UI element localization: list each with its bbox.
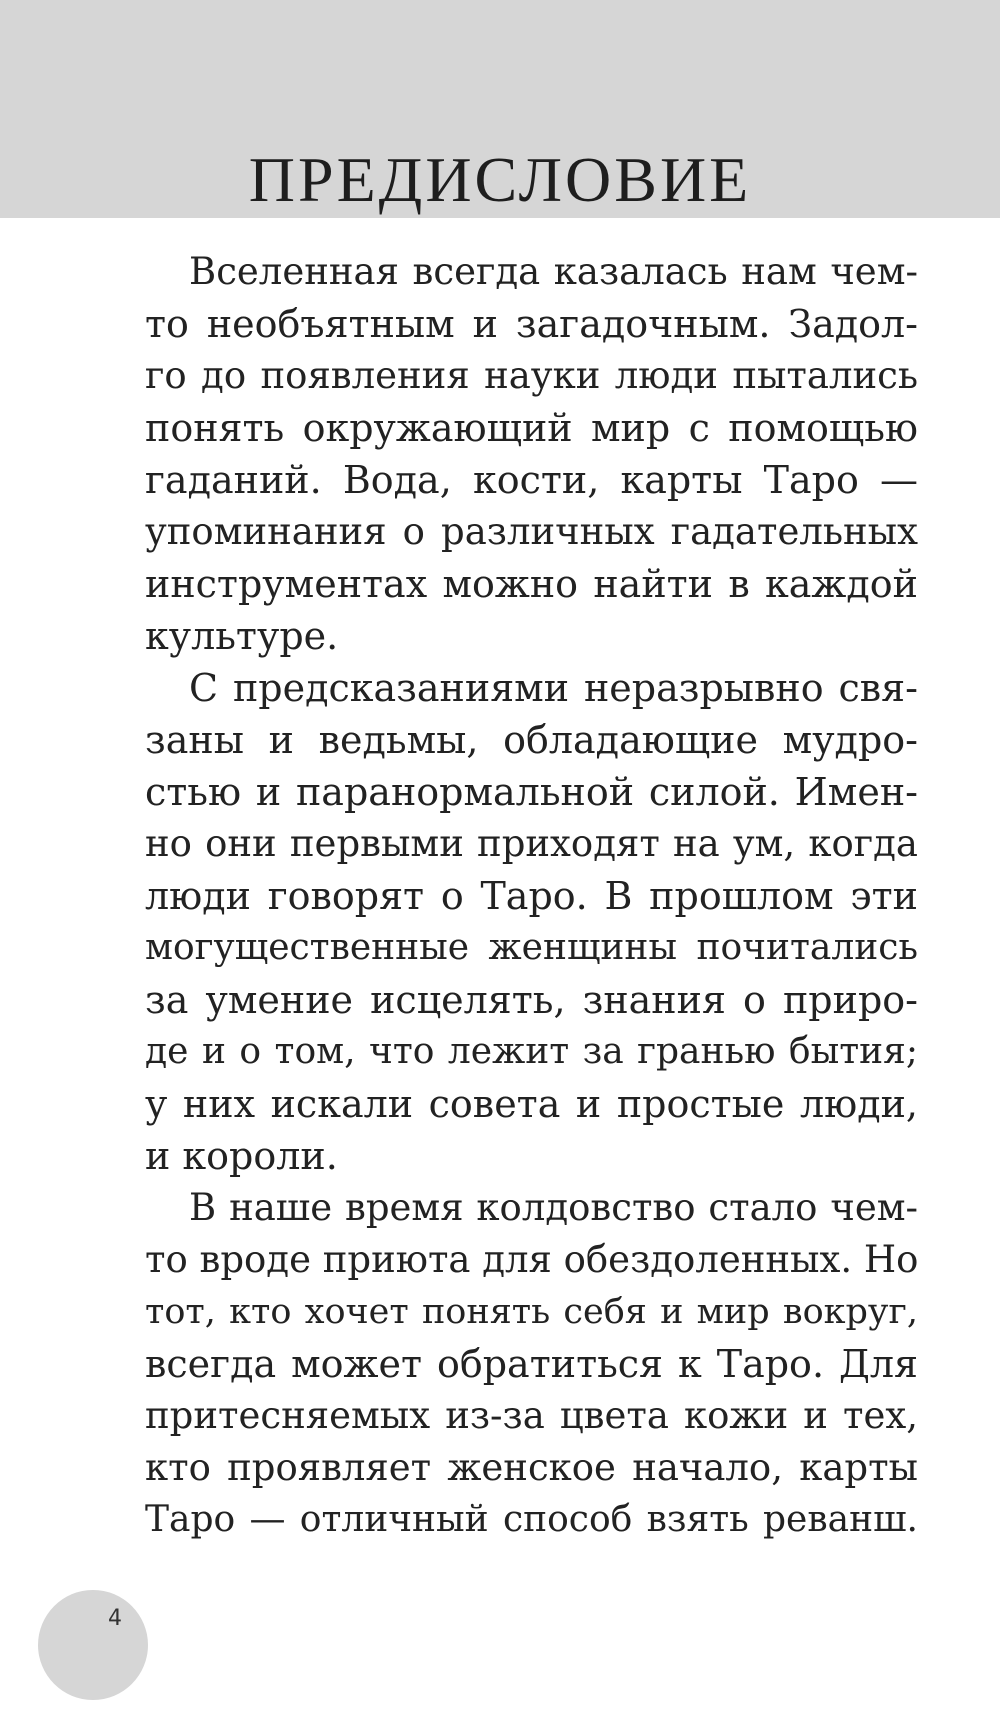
text-line: упоминания о различных гадательных xyxy=(145,510,918,553)
text-line: всегда может обратиться к Таро. Для xyxy=(145,1342,918,1386)
text-line: заны и ведьмы, обладающие мудро- xyxy=(145,718,918,762)
text-line: инструментах можно найти в каждой xyxy=(145,562,918,606)
text-line: тот, кто хочет понять себя и мир вокруг, xyxy=(145,1292,918,1332)
text-line: кто проявляет женское начало, карты xyxy=(145,1446,918,1489)
text-line: за умение исцелять, знания о приро- xyxy=(145,978,918,1022)
text-line: могущественные женщины почитались xyxy=(145,927,918,968)
text-line: С предсказаниями неразрывно свя- xyxy=(189,666,918,710)
page-title: ПРЕДИСЛОВИЕ xyxy=(248,144,752,215)
text-line: притесняемых из-за цвета кожи и тех, xyxy=(145,1394,918,1437)
text-line: то необъятным и загадочным. Задол- xyxy=(145,302,918,346)
text-line: гаданий. Вода, кости, карты Таро — xyxy=(145,458,918,502)
text-line: но они первыми приходят на ум, когда xyxy=(145,822,918,865)
body-text xyxy=(145,246,918,1546)
text-line: В наше время колдовство стало чем- xyxy=(189,1186,918,1229)
text-line: Вселенная всегда казалась нам чем- xyxy=(189,250,918,293)
text-line: люди говорят о Таро. В прошлом эти xyxy=(145,874,918,918)
text-line: культуре. xyxy=(145,614,339,658)
text-line: Таро — отличный способ взять реванш. xyxy=(145,1499,918,1540)
page-number: 4 xyxy=(108,1606,122,1631)
text-line: у них искали совета и простые люди, xyxy=(145,1082,918,1126)
text-line: и короли. xyxy=(145,1134,338,1178)
text-line: понять окружающий мир с помощью xyxy=(145,406,918,450)
text-line: де и о том, что лежит за гранью бытия; xyxy=(145,1031,918,1072)
text-line: го до появления науки люди пытались xyxy=(145,354,918,397)
text-line: стью и паранормальной силой. Имен- xyxy=(145,770,918,814)
page-number-badge xyxy=(38,1590,148,1700)
text-line: то вроде приюта для обездоленных. Но xyxy=(145,1238,919,1281)
